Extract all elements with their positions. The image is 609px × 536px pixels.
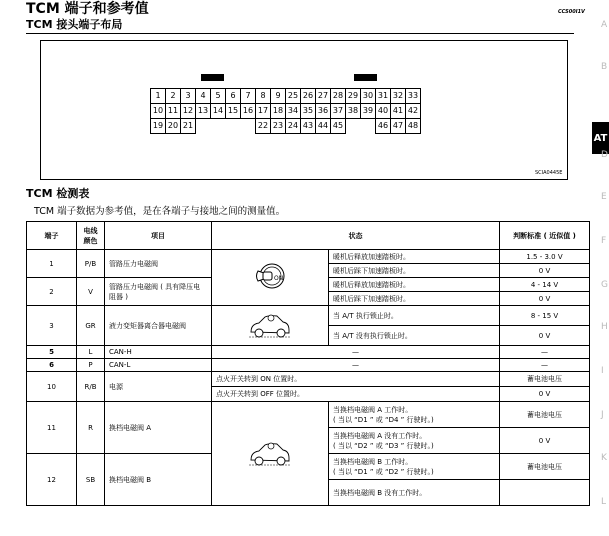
- terminal-number: 3: [27, 306, 77, 346]
- terminal-cell: 39: [361, 104, 376, 119]
- terminal-cell: 31: [376, 89, 391, 104]
- terminal-number: 12: [27, 454, 77, 506]
- side-index-letter[interactable]: K: [601, 453, 607, 463]
- item-name: 液力变矩器离合器电磁阀: [105, 306, 212, 346]
- condition-text: [329, 454, 500, 480]
- condition-line: ( 当以 “D2 ” 或 “D3 ” 行驶时。): [333, 441, 434, 450]
- item-name: 管路压力电磁阀 ( 具有降压电阻器 ): [105, 278, 212, 306]
- terminal-cell: 40: [376, 104, 391, 119]
- terminal-cell: 25: [286, 89, 301, 104]
- criterion-value: 8 - 15 V: [500, 306, 590, 326]
- wire-color: L: [77, 346, 105, 359]
- terminal-cell: 17: [256, 104, 271, 119]
- header-wire-color: 电线颜色: [77, 222, 105, 250]
- terminal-cell: 38: [346, 104, 361, 119]
- terminal-number: 5: [27, 346, 77, 359]
- terminal-cell: 45: [331, 119, 346, 134]
- condition-text: 当 A/T 执行锁止时。: [329, 306, 500, 326]
- header-condition: 状态: [212, 222, 500, 250]
- page-title: TCM 端子和参考值: [26, 1, 149, 17]
- side-index-letter[interactable]: F: [601, 236, 607, 246]
- terminal-blank: [211, 119, 226, 134]
- terminal-blank: [361, 119, 376, 134]
- ignition-key-icon: [252, 261, 288, 289]
- terminal-cell: 13: [196, 104, 211, 119]
- terminal-cell: 22: [256, 119, 271, 134]
- condition-text: 点火开关转到 OFF 位置时。: [212, 387, 500, 402]
- terminal-cell: 6: [226, 89, 241, 104]
- criterion-value: 0 V: [500, 326, 590, 346]
- terminal-cell: 18: [271, 104, 286, 119]
- condition-line: 当换档电磁阀 A 没有工作时。: [333, 431, 427, 440]
- side-index-letter[interactable]: H: [601, 322, 608, 332]
- terminal-cell: 20: [166, 119, 181, 134]
- condition-line: ( 当以 “D1 ” 或 “D4 ” 行驶时。): [333, 415, 434, 424]
- condition-text: 暖机后释放加速踏板时。: [329, 250, 500, 264]
- page-subtitle: TCM 接头端子布局: [26, 18, 123, 31]
- condition-icon-cell: [212, 402, 329, 506]
- wire-color: R: [77, 402, 105, 454]
- terminal-blank: [196, 119, 211, 134]
- criterion-value: —: [500, 359, 590, 372]
- terminal-number: 1: [27, 250, 77, 278]
- item-name: 换档电磁阀 A: [105, 402, 212, 454]
- wire-color: SB: [77, 454, 105, 506]
- terminal-cell: 41: [391, 104, 406, 119]
- condition-icon-cell: [212, 250, 329, 306]
- terminal-cell: 19: [151, 119, 166, 134]
- criterion-value: 0 V: [500, 264, 590, 278]
- table-header-row: [27, 222, 590, 250]
- terminal-blank: [226, 119, 241, 134]
- connector-diagram: [40, 40, 568, 180]
- terminal-blank: [346, 119, 361, 134]
- terminal-cell: 29: [346, 89, 361, 104]
- car-driving-icon: [247, 308, 293, 342]
- connector-latch-left: [201, 74, 224, 81]
- terminal-cell: 30: [361, 89, 376, 104]
- terminal-cell: 33: [406, 89, 421, 104]
- terminal-cell: 27: [316, 89, 331, 104]
- terminal-cell: 7: [241, 89, 256, 104]
- terminal-cell: 28: [331, 89, 346, 104]
- criterion-value: [500, 480, 590, 506]
- terminal-cell: 10: [151, 104, 166, 119]
- terminal-cell: 12: [181, 104, 196, 119]
- condition-line: 当换档电磁阀 A 工作时。: [333, 405, 413, 414]
- table-row: [27, 250, 590, 264]
- condition-text: 点火开关转到 ON 位置时。: [212, 372, 500, 387]
- terminal-cell: 48: [406, 119, 421, 134]
- car-driving-icon: [247, 436, 293, 470]
- side-index-letter[interactable]: D: [601, 150, 608, 160]
- side-index-letter[interactable]: J: [601, 410, 604, 420]
- table-row: [27, 372, 590, 387]
- criterion-value: —: [500, 346, 590, 359]
- condition-text: 暖机后踩下加速踏板时。: [329, 264, 500, 278]
- item-name: CAN-H: [105, 346, 212, 359]
- item-name: 管路压力电磁阀: [105, 250, 212, 278]
- side-index-letter[interactable]: B: [601, 62, 608, 72]
- condition-line: ( 当以 “D1 ” 或 “D2 ” 行驶时。): [333, 467, 434, 476]
- svg-text:ON: ON: [274, 275, 284, 282]
- terminal-blank: [241, 119, 256, 134]
- condition-text: 暖机后踩下加速踏板时。: [329, 292, 500, 306]
- connector-row-1: [151, 89, 421, 104]
- criterion-value: 1.5 - 3.0 V: [500, 250, 590, 264]
- condition-line: 当换档电磁阀 B 工作时。: [333, 457, 413, 466]
- condition-icon-cell: [212, 306, 329, 346]
- terminal-cell: 14: [211, 104, 226, 119]
- side-index-letter[interactable]: A: [601, 20, 608, 30]
- header-criterion: 判断标准 ( 近似值 ): [500, 222, 590, 250]
- header-item: 项目: [105, 222, 212, 250]
- wire-color: P/B: [77, 250, 105, 278]
- condition-line: 当换档电磁阀 B 没有工作时。: [333, 488, 427, 497]
- criterion-value: 0 V: [500, 292, 590, 306]
- terminal-cell: 11: [166, 104, 181, 119]
- header-rule: [26, 33, 574, 34]
- criterion-value: 蓄电池电压: [500, 372, 590, 387]
- terminal-cell: 2: [166, 89, 181, 104]
- side-index-letter[interactable]: E: [601, 192, 607, 202]
- condition-text: —: [212, 359, 500, 372]
- terminal-cell: 34: [286, 104, 301, 119]
- section-description: TCM 端子数据为参考值，是在各端子与接地之间的测量值。: [34, 206, 286, 217]
- terminal-cell: 24: [286, 119, 301, 134]
- terminal-number: 10: [27, 372, 77, 402]
- terminal-cell: 32: [391, 89, 406, 104]
- connector-terminal-grid: [150, 88, 421, 134]
- table-row: [27, 402, 590, 428]
- diagram-code: SCIA0445E: [535, 170, 563, 176]
- terminal-cell: 8: [256, 89, 271, 104]
- terminal-cell: 47: [391, 119, 406, 134]
- terminal-cell: 46: [376, 119, 391, 134]
- section-title: TCM 检测表: [26, 187, 90, 200]
- condition-text: —: [212, 346, 500, 359]
- tcm-inspection-table: [26, 221, 590, 506]
- item-name: 换档电磁阀 B: [105, 454, 212, 506]
- terminal-cell: 35: [301, 104, 316, 119]
- side-index-letter[interactable]: I: [601, 366, 604, 376]
- criterion-value: 0 V: [500, 387, 590, 402]
- terminal-cell: 3: [181, 89, 196, 104]
- terminal-cell: 44: [316, 119, 331, 134]
- terminal-cell: 4: [196, 89, 211, 104]
- condition-text: [329, 428, 500, 454]
- criterion-value: 蓄电池电压: [500, 454, 590, 480]
- table-row: [27, 359, 590, 372]
- header-terminal: 端子: [27, 222, 77, 250]
- terminal-cell: 37: [331, 104, 346, 119]
- terminal-cell: 42: [406, 104, 421, 119]
- connector-latch-right: [354, 74, 377, 81]
- item-name: CAN-L: [105, 359, 212, 372]
- wire-color: GR: [77, 306, 105, 346]
- condition-text: [329, 480, 500, 506]
- terminal-number: 2: [27, 278, 77, 306]
- terminal-number: 6: [27, 359, 77, 372]
- terminal-cell: 23: [271, 119, 286, 134]
- table-row: [27, 346, 590, 359]
- wire-color: P: [77, 359, 105, 372]
- condition-text: [329, 402, 500, 428]
- connector-row-3: [151, 119, 421, 134]
- terminal-number: 11: [27, 402, 77, 454]
- table-row: [27, 306, 590, 326]
- terminal-cell: 16: [241, 104, 256, 119]
- terminal-cell: 5: [211, 89, 226, 104]
- terminal-cell: 43: [301, 119, 316, 134]
- criterion-value: 4 - 14 V: [500, 278, 590, 292]
- criterion-value: 蓄电池电压: [500, 402, 590, 428]
- side-index-letter[interactable]: G: [601, 280, 608, 290]
- document-code: CCS00I1V: [558, 9, 585, 15]
- condition-text: 暖机后释放加速踏板时。: [329, 278, 500, 292]
- condition-text: 当 A/T 没有执行锁止时。: [329, 326, 500, 346]
- criterion-value: 0 V: [500, 428, 590, 454]
- wire-color: R/B: [77, 372, 105, 402]
- terminal-cell: 36: [316, 104, 331, 119]
- terminal-cell: 26: [301, 89, 316, 104]
- side-index-letter[interactable]: L: [601, 497, 607, 507]
- connector-row-2: [151, 104, 421, 119]
- terminal-cell: 1: [151, 89, 166, 104]
- terminal-cell: 15: [226, 104, 241, 119]
- terminal-cell: 9: [271, 89, 286, 104]
- wire-color: V: [77, 278, 105, 306]
- side-index-active-tab[interactable]: AT: [592, 122, 609, 154]
- terminal-cell: 21: [181, 119, 196, 134]
- item-name: 电源: [105, 372, 212, 402]
